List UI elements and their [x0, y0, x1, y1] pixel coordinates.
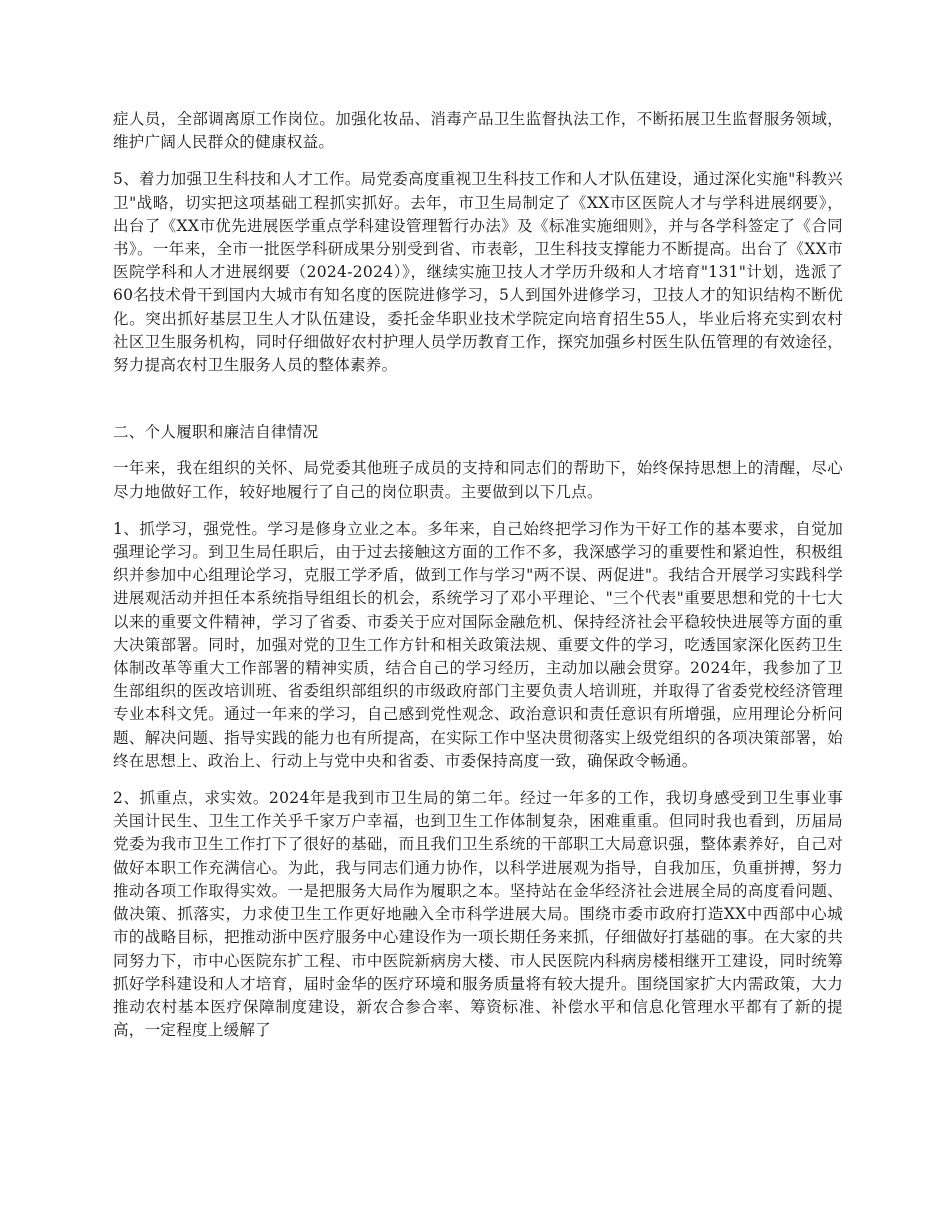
paragraph-science-talent: 5、着力加强卫生科技和人才工作。局党委高度重视卫生科技工作和人才队伍建设，通过深化实施"科教兴卫"战略，切实把这项基础工程抓实抓好。去年，市卫生局制定了《XX市区医院人才与学科进展纲要》，出台了《XX市优先进展医学重点学科建设管理暂行办法》及《标准实施细则》，并与各学科签定了《合同书》。一年来，全市一批医学科研成果分别受到省、市表彰，卫生科技支撑能力不断提高。出台了《XX市医院学科和人才进展纲要（2024-2024）》，继续实施卫技人才学历升级和人才培育"131"计划，选派了60名技术骨干到国内大城市有知名度的医院进修学习，5人到国外进修学习，卫技人才的知识结构不断优化。突出抓好基层卫生人才队伍建设，委托金华职业技术学院定向培育招生55人，毕业后将充实到农村社区卫生服务机构，同时仔细做好农村护理人员学历教育工作，探究加强乡村医生队伍管理的有效途径，努力提高农村卫生服务人员的整体素养。	[113, 170, 843, 375]
paragraph-intro: 一年来，我在组织的关怀、局党委其他班子成员的支持和同志们的帮助下，始终保持思想上的清醒，尽心尽力地做好工作，较好地履行了自己的岗位职责。主要做到以下几点。	[113, 459, 843, 501]
document-body	[113, 108, 843, 1056]
paragraph-study: 1、抓学习，强党性。学习是修身立业之本。多年来，自己始终把学习作为干好工作的基本要求，自觉加强理论学习。到卫生局任职后，由于过去接触这方面的工作不多，我深感学习的重要性和紧迫性，积极组织并参加中心组理论学习，克服工学矛盾，做到工作与学习"两不误、两促进"。我结合开展学习实践科学进展观活动并担任本系统指导组组长的机会，系统学习了邓小平理论、"三个代表"重要思想和党的十七大以来的重要文件精神，学习了省委、市委关于应对国际金融危机、保持经济社会平稳较快进展等方面的重大决策部署。同时，加强对党的卫生工作方针和相关政策法规、重要文件的学习，吃透国家深化医药卫生体制改革等重大工作部署的精神实质，结合自己的学习经历，主动加以融会贯穿。2024年，我参加了卫生部组织的医改培训班、省委组织部组织的市级政府部门主要负责人培训班，并取得了省委党校经济管理专业本科文凭。通过一年来的学习，自己感到党性观念、政治意识和责任意识有所增强，应用理论分析问题、解决问题、指导实践的能力也有所提高，在实际工作中坚决贯彻落实上级党组织的各项决策部署，始终在思想上、政治上、行动上与党中央和省委、市委保持高度一致，确保政令畅通。	[113, 519, 843, 770]
section-heading: 二、个人履职和廉洁自律情况	[113, 423, 319, 442]
paragraph-focus: 2、抓重点，求实效。2024年是我到市卫生局的第二年。经过一年多的工作，我切身感受到卫生事业事关国计民生、卫生工作关乎千家万户幸福，也到卫生工作体制复杂，困难重重。但同时我也看到，历届局党委为我市卫生工作打下了很好的基础，而且我们卫生系统的干部职工大局意识强，整体素养好，自己对做好本职工作充满信心。为此，我与同志们通力协作，以科学进展观为指导，自我加压，负重拼搏，努力推动各项工作取得实效。一是把服务大局作为履职之本。坚持站在金华经济社会进展全局的高度看问题、做决策、抓落实，力求使卫生工作更好地融入全市科学进展大局。围绕市委市政府打造XX中西部中心城市的战略目标，把推动浙中医疗服务中心建设作为一项长期任务来抓，仔细做好打基础的事。在大家的共同努力下，市中心医院东扩工程、市中医院新病房大楼、市人民医院内科病房楼相继开工建设，同时统筹抓好学科建设和人才培育，届时金华的医疗环境和服务质量将有较大提升。围绕国家扩大内需政策，大力推动农村基本医疗保障制度建设，新农合参合率、筹资标准、补偿水平和信息化管理水平都有了新的提高，一定程度上缓解了	[113, 789, 843, 1040]
paragraph-supervision-continued: 症人员，全部调离原工作岗位。加强化妆品、消毒产品卫生监督执法工作，不断拓展卫生监督服务领域，维护广阔人民群众的健康权益。	[113, 110, 843, 152]
